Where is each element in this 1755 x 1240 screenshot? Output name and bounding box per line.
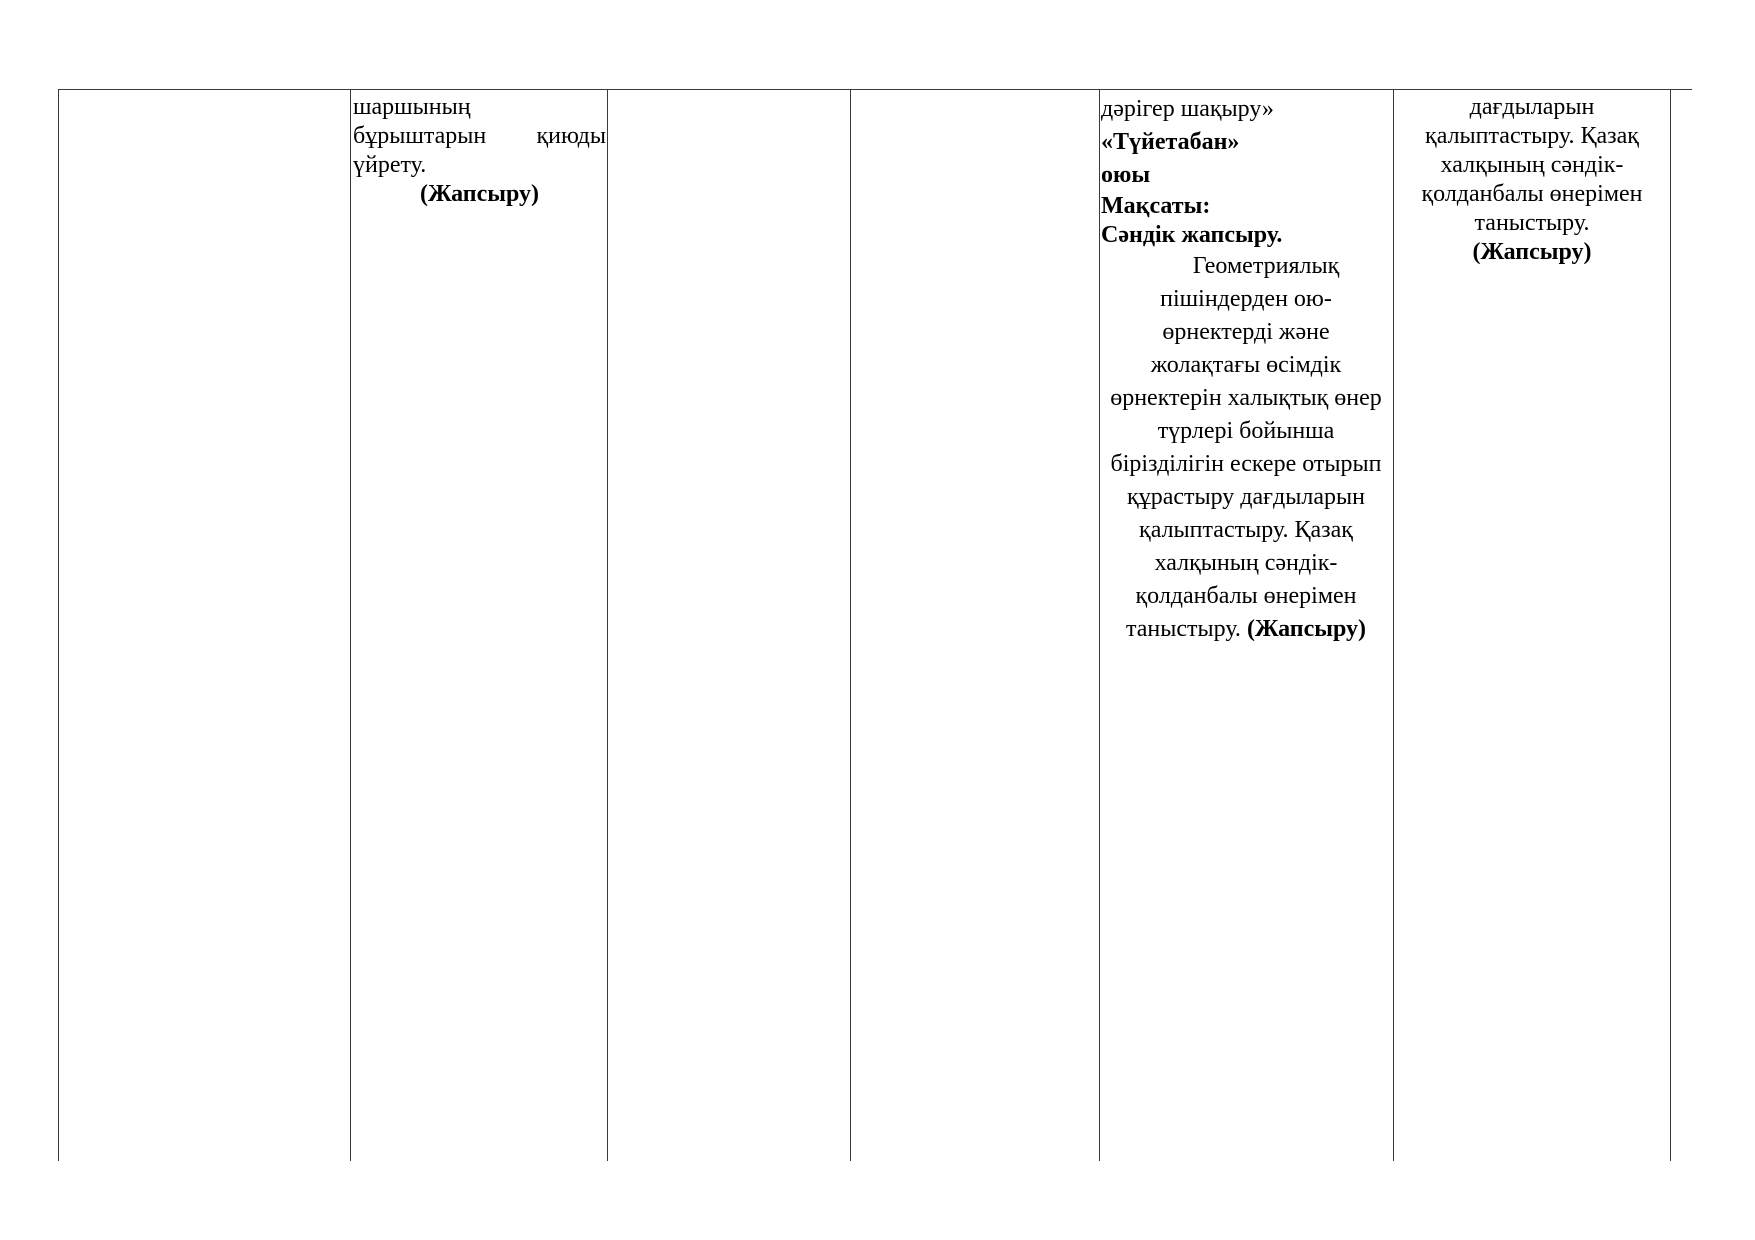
cell-text-line: бұрыштарын қиюды bbox=[353, 123, 606, 149]
lesson-title: «Түйетабан» bbox=[1101, 129, 1240, 155]
cell-text-line: халқының сәндік- bbox=[1440, 152, 1624, 178]
column-border-left bbox=[58, 90, 59, 1161]
cell-text-line: қолданбалы өнерімен bbox=[1135, 583, 1357, 609]
table-cell-col2 bbox=[353, 93, 606, 209]
cell-text-line: Геометриялық bbox=[1192, 253, 1340, 279]
goal-description bbox=[1101, 250, 1391, 646]
cell-text-line: дәрігер шақыру» bbox=[1101, 96, 1274, 122]
cell-text-line: таныстыру. bbox=[1474, 210, 1590, 236]
cell-text-line: қалыптастыру. Қазақ bbox=[1425, 123, 1639, 149]
table-cell-col6 bbox=[1396, 93, 1668, 267]
cell-text: таныстыру. bbox=[1125, 616, 1241, 642]
activity-tag: (Жапсыру) bbox=[1246, 616, 1366, 642]
column-border bbox=[607, 90, 608, 1161]
cell-text-line: үйрету. bbox=[353, 152, 427, 178]
column-border bbox=[850, 90, 851, 1161]
cell-text-line: өрнектерін халықтық өнер bbox=[1110, 385, 1382, 411]
cell-text-line: дағдыларын bbox=[1469, 94, 1595, 120]
activity-tag: (Жапсыру) bbox=[419, 181, 540, 207]
lesson-subtitle: Сәндік жапсыру. bbox=[1101, 222, 1283, 248]
cell-text-line: біріздiлiгiн ескере отырып bbox=[1110, 451, 1382, 477]
cell-text-line: қалыптастыру. Қазақ bbox=[1139, 517, 1353, 543]
cell-text-line: жолақтағы өсімдік bbox=[1150, 352, 1342, 378]
column-border bbox=[350, 90, 351, 1161]
activity-tag: (Жапсыру) bbox=[1472, 239, 1592, 265]
cell-text-line bbox=[1101, 613, 1391, 646]
column-border bbox=[1099, 90, 1100, 1161]
cell-text-line: қолданбалы өнерімен bbox=[1421, 181, 1643, 207]
cell-text-line: түрлері бойынша bbox=[1157, 418, 1335, 444]
cell-text-line: құрастыру дағдыларын bbox=[1127, 484, 1365, 510]
cell-text-line: пішіндерден ою- bbox=[1160, 286, 1332, 312]
cell-text-line: шаршының bbox=[353, 94, 471, 120]
cell-text-line: өрнектерді және bbox=[1162, 319, 1330, 345]
table-cell-col5 bbox=[1101, 93, 1391, 646]
column-border bbox=[1393, 90, 1394, 1161]
lesson-plan-table bbox=[58, 89, 1692, 1161]
cell-text-line: халқының сәндік- bbox=[1154, 550, 1338, 576]
column-border-right bbox=[1670, 90, 1671, 1161]
lesson-title-cont: оюы bbox=[1101, 162, 1151, 188]
goal-label: Мақсаты: bbox=[1101, 193, 1211, 219]
